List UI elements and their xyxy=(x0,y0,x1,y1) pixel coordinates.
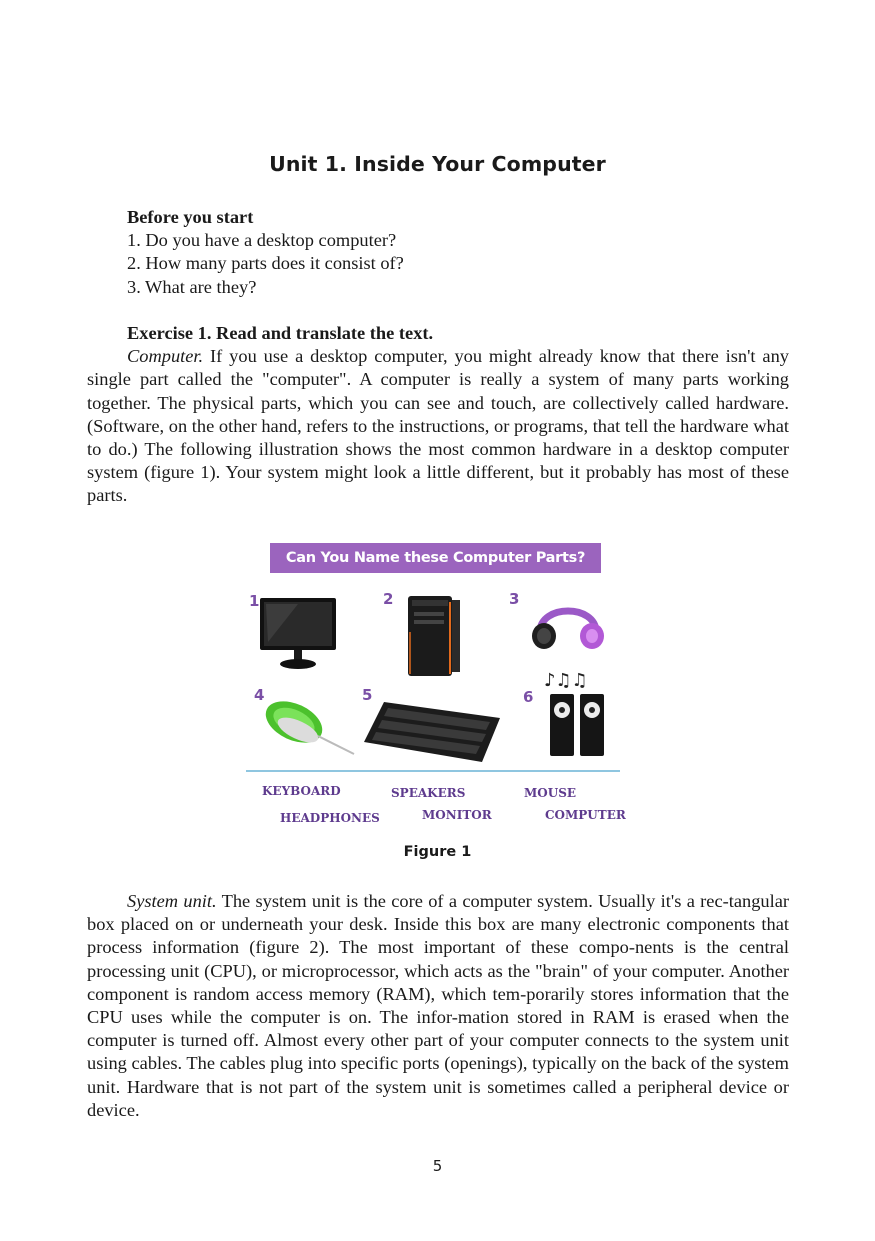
exercise-section xyxy=(87,322,789,508)
page-number: 5 xyxy=(432,1157,443,1175)
figure-banner: Can You Name these Computer Parts? xyxy=(270,543,601,573)
figure-divider xyxy=(246,770,620,772)
figure-computer-parts xyxy=(244,540,624,830)
computer-paragraph xyxy=(87,345,789,507)
speakers-icon xyxy=(544,664,614,760)
word-speakers: SPEAKERS xyxy=(391,786,466,800)
keyboard-icon xyxy=(362,700,502,764)
word-computer: COMPUTER xyxy=(545,808,626,822)
system-unit-body: The system unit is the core of a computer system. Usually it's a rec-tangular box placed on or underneath your desk. Inside this box are many electronic components that process information (figure 2). The most important of these compo-nents is the central processing unit (CPU), or microprocessor, which acts as the "brain" of your computer. Another component is random access memory (RAM), which tem-porarily stores information that the CPU uses while the computer is on. The infor-mation stored in RAM is erased when the computer is turned off. Almost every other part of your computer connects to the system unit using cables. The cables plug into specific ports (openings), typically on the back of the system unit. Hardware that is not part of the system unit is sometimes called a peripheral device or device. xyxy=(87,891,790,1120)
word-keyboard: KEYBOARD xyxy=(262,784,341,798)
svg-text:♪♫♫: ♪♫♫ xyxy=(544,670,588,691)
page-title: Unit 1. Inside Your Computer xyxy=(269,152,606,176)
mouse-icon xyxy=(258,696,358,758)
figure-number-1: 1 xyxy=(249,592,260,610)
figure-caption: Figure 1 xyxy=(403,844,472,860)
computer-term: Computer. xyxy=(127,346,204,367)
exercise-heading: Exercise 1. Read and translate the text. xyxy=(127,323,434,343)
figure-number-2: 2 xyxy=(383,590,394,608)
computer-paragraph-body: If you use a desktop computer, you might already know that there isn't any single part called the "computer". A computer is really a system of many parts working together. The physical parts, which you can see and touch, are collectively called hardware. (Software, on the other hand, refers to the instructions, or programs, that tell the hardware what to do.) The following illustration shows the most common hardware in a desktop computer system (figure 1). Your system might look a little different, but it probably has most of these parts. xyxy=(87,346,789,506)
monitor-icon xyxy=(258,596,338,672)
question-1: 1. Do you have a desktop computer? xyxy=(127,230,397,251)
figure-number-3: 3 xyxy=(509,590,520,608)
question-2: 2. How many parts does it consist of? xyxy=(127,253,404,274)
word-mouse: MOUSE xyxy=(524,786,577,800)
word-monitor: MONITOR xyxy=(422,808,492,822)
word-headphones: HEADPHONES xyxy=(280,811,380,825)
before-you-start-section xyxy=(87,206,829,299)
question-3: 3. What are they? xyxy=(127,276,257,297)
computer-tower-icon xyxy=(402,592,464,680)
figure-number-5: 5 xyxy=(362,686,373,704)
system-unit-paragraph xyxy=(87,890,789,1122)
headphones-icon xyxy=(528,596,608,652)
figure-number-4: 4 xyxy=(254,686,265,704)
before-you-start-heading: Before you start xyxy=(127,207,254,227)
system-unit-term: System unit. xyxy=(127,891,217,911)
figure-number-6: 6 xyxy=(523,688,534,706)
